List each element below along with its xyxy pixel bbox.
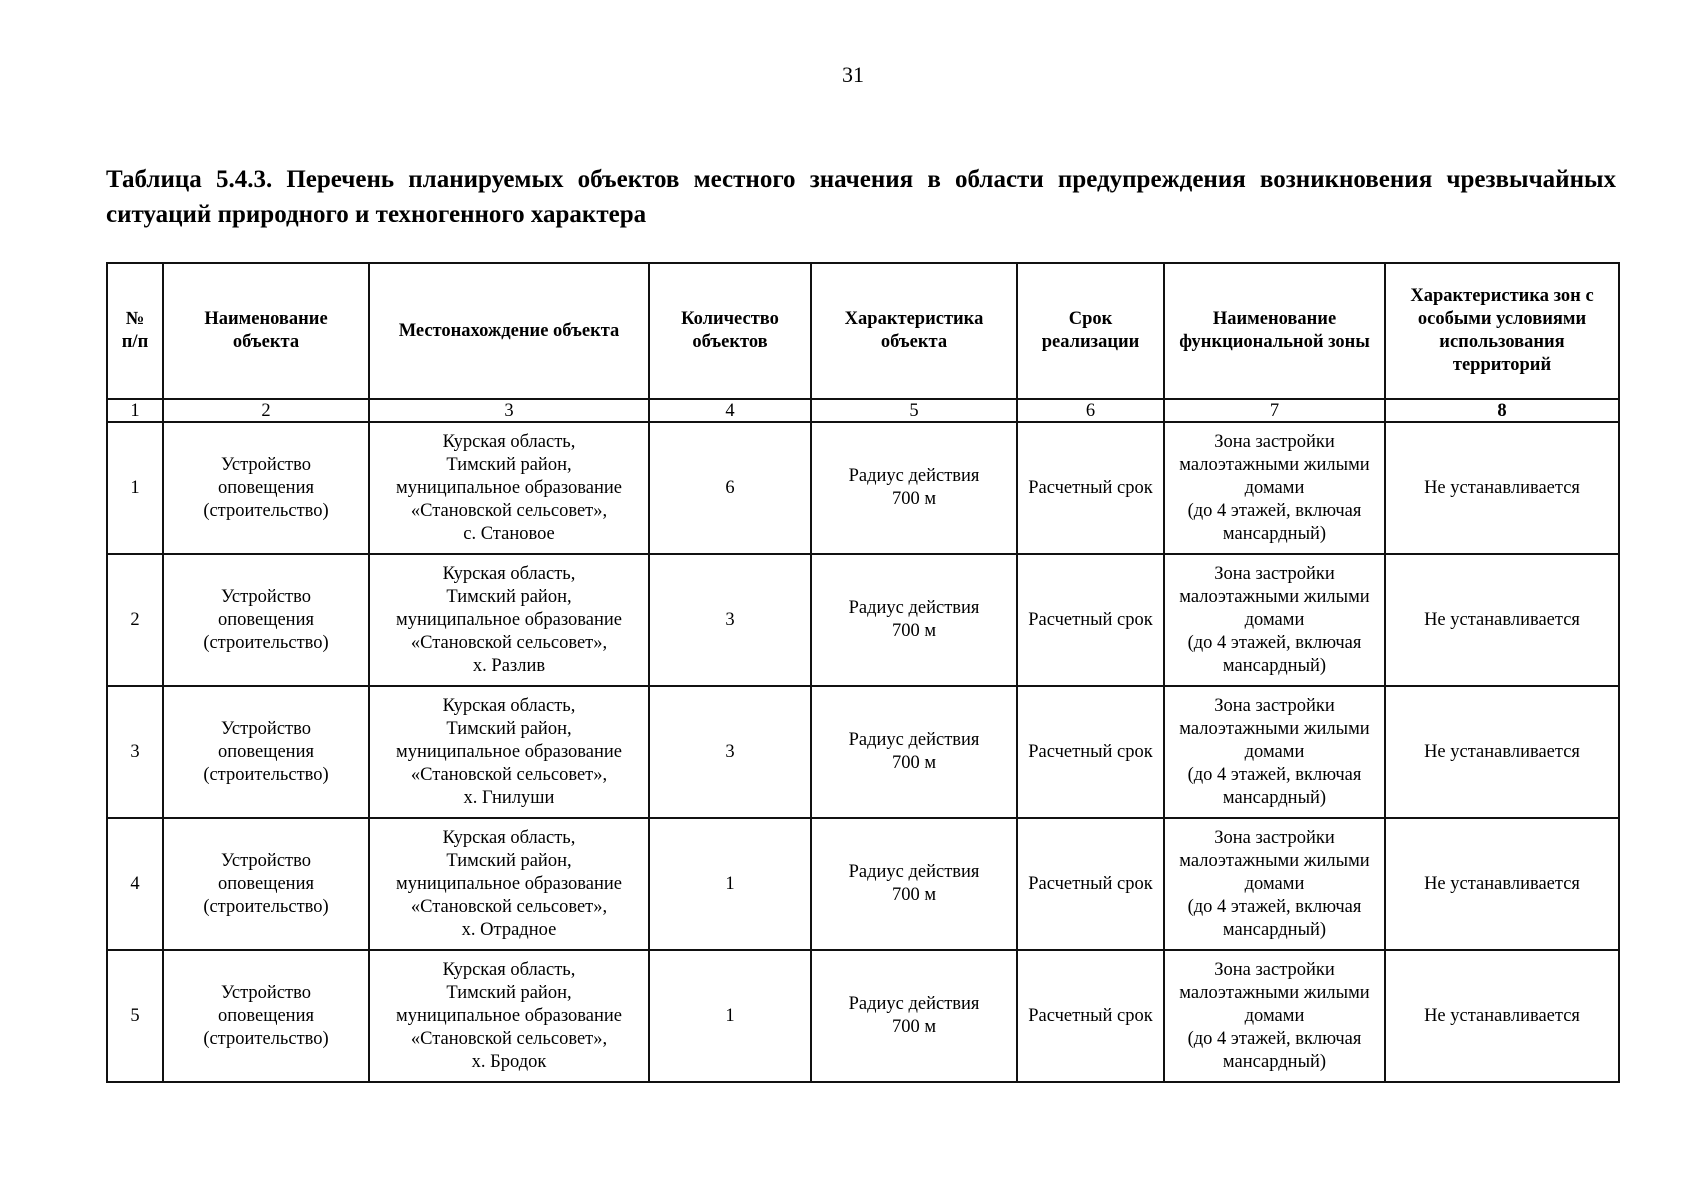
implementation-term: Расчетный срок <box>1017 950 1164 1082</box>
functional-zone: Зона застройки малоэтажными жилыми домами (до 4 этажей, включая мансардный) <box>1164 686 1385 818</box>
functional-zone: Зона застройки малоэтажными жилыми домами (до 4 этажей, включая мансардный) <box>1164 554 1385 686</box>
object-characteristic: Радиус действия 700 м <box>811 818 1017 950</box>
special-conditions: Не устанавливается <box>1385 950 1619 1082</box>
object-name: Устройство оповещения (строительство) <box>163 686 369 818</box>
special-conditions: Не устанавливается <box>1385 818 1619 950</box>
object-location: Курская область, Тимский район, муниципальное образование «Становской сельсовет», х. Отрадное <box>369 818 649 950</box>
table-row <box>107 422 1619 554</box>
special-conditions: Не устанавливается <box>1385 686 1619 818</box>
functional-zone: Зона застройки малоэтажными жилыми домами (до 4 этажей, включая мансардный) <box>1164 818 1385 950</box>
header-cell: Наименование функциональной зоны <box>1164 263 1385 399</box>
implementation-term: Расчетный срок <box>1017 686 1164 818</box>
header-cell: Характеристика объекта <box>811 263 1017 399</box>
column-number: 7 <box>1164 399 1385 422</box>
object-location: Курская область, Тимский район, муниципальное образование «Становской сельсовет», х. Бродок <box>369 950 649 1082</box>
functional-zone: Зона застройки малоэтажными жилыми домами (до 4 этажей, включая мансардный) <box>1164 950 1385 1082</box>
implementation-term: Расчетный срок <box>1017 554 1164 686</box>
row-number: 4 <box>107 818 163 950</box>
object-characteristic: Радиус действия 700 м <box>811 422 1017 554</box>
header-cell: Срок реализации <box>1017 263 1164 399</box>
functional-zone: Зона застройки малоэтажными жилыми домами (до 4 этажей, включая мансардный) <box>1164 422 1385 554</box>
column-number: 5 <box>811 399 1017 422</box>
row-number: 2 <box>107 554 163 686</box>
object-location: Курская область, Тимский район, муниципальное образование «Становской сельсовет», х. Гнилуши <box>369 686 649 818</box>
object-name: Устройство оповещения (строительство) <box>163 554 369 686</box>
header-row <box>107 263 1619 399</box>
header-cell: Количество объектов <box>649 263 811 399</box>
row-number: 1 <box>107 422 163 554</box>
table-row <box>107 686 1619 818</box>
column-number: 3 <box>369 399 649 422</box>
header-cell: Местонахождение объекта <box>369 263 649 399</box>
table-title: Таблица 5.4.3. Перечень планируемых объектов местного значения в области предупреждения возникновения чрезвычайных ситуаций природного и техногенного характера <box>106 166 1616 228</box>
implementation-term: Расчетный срок <box>1017 818 1164 950</box>
object-name: Устройство оповещения (строительство) <box>163 422 369 554</box>
column-number: 4 <box>649 399 811 422</box>
table-row <box>107 818 1619 950</box>
object-count: 6 <box>649 422 811 554</box>
row-number: 3 <box>107 686 163 818</box>
column-number: 8 <box>1385 399 1619 422</box>
row-number: 5 <box>107 950 163 1082</box>
header-cell: № п/п <box>107 263 163 399</box>
object-count: 1 <box>649 950 811 1082</box>
header-cell: Наименование объекта <box>163 263 369 399</box>
implementation-term: Расчетный срок <box>1017 422 1164 554</box>
object-count: 3 <box>649 686 811 818</box>
column-number: 2 <box>163 399 369 422</box>
header-cell: Характеристика зон с особыми условиями использования территорий <box>1385 263 1619 399</box>
object-characteristic: Радиус действия 700 м <box>811 554 1017 686</box>
column-number: 1 <box>107 399 163 422</box>
special-conditions: Не устанавливается <box>1385 422 1619 554</box>
column-number-row <box>107 399 1619 422</box>
object-characteristic: Радиус действия 700 м <box>811 686 1017 818</box>
column-number: 6 <box>1017 399 1164 422</box>
object-characteristic: Радиус действия 700 м <box>811 950 1017 1082</box>
table-row <box>107 554 1619 686</box>
object-name: Устройство оповещения (строительство) <box>163 950 369 1082</box>
object-count: 3 <box>649 554 811 686</box>
object-name: Устройство оповещения (строительство) <box>163 818 369 950</box>
page-number: 31 <box>842 62 864 87</box>
object-location: Курская область, Тимский район, муниципальное образование «Становской сельсовет», х. Разлив <box>369 554 649 686</box>
special-conditions: Не устанавливается <box>1385 554 1619 686</box>
objects-table <box>106 262 1620 1083</box>
table-row <box>107 950 1619 1082</box>
object-location: Курская область, Тимский район, муниципальное образование «Становской сельсовет», с. Становое <box>369 422 649 554</box>
object-count: 1 <box>649 818 811 950</box>
